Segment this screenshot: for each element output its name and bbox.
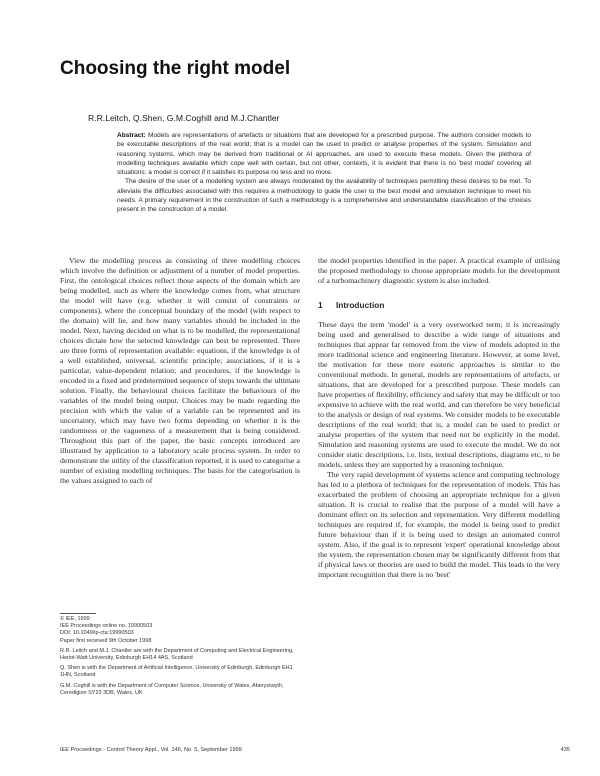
running-footer — [60, 747, 570, 753]
journal-citation: IEE Proceedings - Control Theory Appl., Vol. 146, No. 5, September 1999 — [60, 747, 242, 753]
body-paragraph: These days the term 'model' is a very overworked term; it is increasingly being used and generalised to describe a wide range of situations and techniques that appear far removed from the view of models adopted in the more traditional science and engineering literature. However, at some level, the motivation for these more esoteric approaches is similar to the conventional methods. In general, models are representations of artefacts, or situations, that are developed for a prescribed purpose. These models can have properties of flexibility, efficiency and safety that may be difficult or too expensive to achieve with the real world, and can therefore be very beneficial to the analysis or design of real systems. We consider models to be executable descriptions of the real world; that is, a model can be used to predict or analyse properties of the system that need not be explicitly in the model. Simulation and reasoning systems are used to execute the model. We do not consider static descriptions, i.e. lists, textual descriptions, diagrams etc, to be models, unless they are supported by a reasoning technique. — [318, 320, 561, 469]
footnotes — [60, 613, 300, 697]
abstract-label: Abstract: — [117, 132, 146, 139]
section-heading — [318, 300, 560, 310]
footnote-affiliation-2: Q. Shen is with the Department of Artificial Intelligence, University of Edinburgh, Edinburgh EH1 1HN, Scotland — [60, 665, 293, 679]
footnote-rule — [60, 613, 96, 614]
footnote-affiliation-1: R.R. Leitch and M.J. Chantler are with the Department of Computing and Electrical Engineering, Heriot-Watt University, Edinburgh EH14 4AS, Scotland — [60, 647, 294, 662]
footnote-copyright: © IEE, 1999 — [60, 616, 90, 622]
footnote-doi: DOI: 10.1049/ip-cta:19990503 — [60, 630, 134, 637]
body-paragraph: The very rapid development of systems science and computing technology has led to a plethora of techniques for the representation of models. This has exacerbated the problem of choosing an appropriate technique for a given situation. It is crucial to realise that the purpose of a model will have a dominant effect on its selection and representation. Very different modelling techniques are required if, for example, the model is being used to predict future behaviour than if it is being used to design an automated control system. Also, if the goal is to represent 'expert' operational knowledge about the system, the representation chosen may be significantly different from that if physical laws or theories are used to build the model. This leads to the very important recognition that there is no 'best' — [318, 470, 560, 579]
left-column — [60, 256, 300, 486]
body-paragraph: View the modelling process as consisting of three modelling choices which involve the definition or adjustment of a number of model properties. First, the ontological choices reflect those aspects of the domain which are being modelled, such as where the knowledge comes from, what structure the model will have (e.g. whether it will consist of constraints or components), where the conceptual boundary of the model (with respect to the domain) will lie, and how many variables should be included in the model. Next, having decided on what is to be modelled, the representational choices dictate how the selected knowledge can best be represented. There are three forms of representation available: equations, if the knowledge is of a well established, universal, scientific principle; associations, if it is a particular, value-dependent relation; and procedures, if the knowledge is encoded in a fixed and predetermined sequence of steps towards the ultimate solution. Finally, the behavioural choices facilitate the behaviours of the variables of the model being output. Choices may be made regarding the precision with which the value of a variable can be represented and its uncertainty, which may have two forms depending on whether it is the randomness or the vagueness of a measurement that is being considered. Throughout this part of the paper, the basic concepts introduced are illustrated by application to a laboratory scale process system. In order to demonstrate the utility of the classification reported, it is used to categorise a number of existing modelling techniques. The basis for the categorisation is the values assigned to each of — [60, 256, 300, 485]
footnote-affiliation-3: G.M. Coghill is with the Department of Computer Science, University of Wales, Aberystwyth, Ceredigion SY23 3DB, Wales, UK — [60, 682, 284, 696]
section-number: 1 — [318, 300, 323, 310]
footnote-received: Paper first received 9th October 1998 — [60, 637, 152, 644]
abstract — [117, 131, 531, 215]
abstract-paragraph-1 — [117, 131, 531, 177]
paper-title: Choosing the right model — [60, 58, 291, 79]
abstract-paragraph-2: The desire of the user of a modelling system are always moderated by the availability of techniques permitting these desires to be met. To alleviate the difficulties associated with this requires a methodology to guide the user to the best model and simulation technique to meet his needs. A primary requirement in the construction of such a methodology is a comprehensive and understandable classification of the choices present in the construction of a model. — [117, 178, 531, 214]
right-column — [318, 256, 560, 580]
footnote-online-no: IEE Proceedings online no. 19990503 — [60, 623, 153, 630]
abstract-text-1: Models are representations of artefacts or situations that are developed for a prescribed purpose. The authors consider models to be executable descriptions of the real world; that is a model can be used to predict or analyse properties of the system. Simulation and reasoning systems, which may be derived from traditional or AI approaches, are used to execute these models. Given the plethora of modelling techniques available which cope well with certain, but not other, contexts, it is evident that there is no 'best model' covering all situations: a model is correct if it satisfies its purpose no less and no more. — [117, 132, 531, 177]
page-number: 435 — [560, 747, 570, 753]
body-paragraph: the model properties identified in the paper. A practical example of utilising the proposed methodology to choose appropriate models for the development of a turbomachinery diagnostic system is also included. — [318, 256, 560, 285]
author-list: R.R.Leitch, Q.Shen, G.M.Coghill and M.J.Chantler — [88, 113, 280, 123]
section-title: Introduction — [336, 300, 385, 310]
